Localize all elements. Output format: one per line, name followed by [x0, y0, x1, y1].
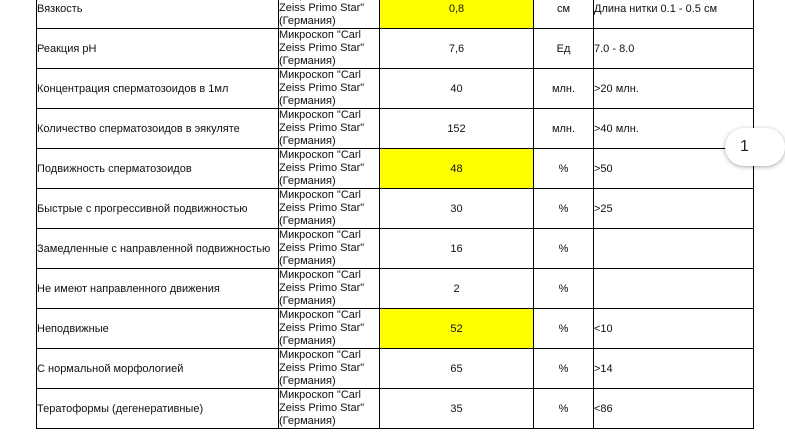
- method-cell: Микроскоп "Carl Zeiss Primo Star" (Германия): [279, 109, 380, 149]
- parameter-name-cell: Неподвижные: [37, 309, 279, 349]
- table-row: [37, 349, 754, 389]
- reference-range-cell: >40 млн.: [594, 109, 754, 149]
- result-value-cell: 48: [380, 149, 534, 189]
- method-cell: Микроскоп "Carl Zeiss Primo Star" (Германия): [279, 349, 380, 389]
- parameter-name-cell: Быстрые с прогрессивной подвижностью: [37, 189, 279, 229]
- parameter-name-cell: С нормальной морфологией: [37, 349, 279, 389]
- reference-range-cell: [594, 269, 754, 309]
- result-value-cell: 35: [380, 389, 534, 429]
- unit-cell: см: [534, 0, 594, 29]
- unit-cell: млн.: [534, 69, 594, 109]
- parameter-name-cell: Концентрация сперматозоидов в 1мл: [37, 69, 279, 109]
- unit-cell: %: [534, 189, 594, 229]
- reference-range-cell: >14: [594, 349, 754, 389]
- result-value-cell: 40: [380, 69, 534, 109]
- method-cell: Микроскоп "Carl Zeiss Primo Star" (Германия): [279, 389, 380, 429]
- result-value-cell: 2: [380, 269, 534, 309]
- table-row: [37, 0, 754, 29]
- table-row: [37, 229, 754, 269]
- unit-cell: млн.: [534, 109, 594, 149]
- table-row: [37, 189, 754, 229]
- parameter-name-cell: Реакция pH: [37, 29, 279, 69]
- method-cell: Микроскоп "Carl Zeiss Primo Star" (Германия): [279, 149, 380, 189]
- parameter-name-cell: Не имеют направленного движения: [37, 269, 279, 309]
- parameter-name-cell: Тератоформы (дегенеративные): [37, 389, 279, 429]
- table-row: [37, 109, 754, 149]
- result-value-cell: 30: [380, 189, 534, 229]
- reference-range-cell: >20 млн.: [594, 69, 754, 109]
- result-value-cell: 16: [380, 229, 534, 269]
- result-value-cell: 52: [380, 309, 534, 349]
- result-value-cell: 0,8: [380, 0, 534, 29]
- method-cell: Микроскоп "Carl Zeiss Primo Star" (Германия): [279, 269, 380, 309]
- reference-range-cell: 7.0 - 8.0: [594, 29, 754, 69]
- result-value-cell: 152: [380, 109, 534, 149]
- parameter-name-cell: Количество сперматозоидов в эякуляте: [37, 109, 279, 149]
- table-row: [37, 69, 754, 109]
- parameter-name-cell: Подвижность сперматозоидов: [37, 149, 279, 189]
- reference-range-cell: <86: [594, 389, 754, 429]
- method-cell: Микроскоп "Carl Zeiss Primo Star" (Германия): [279, 229, 380, 269]
- unit-cell: Ед: [534, 29, 594, 69]
- result-value-cell: 65: [380, 349, 534, 389]
- table-row: [37, 269, 754, 309]
- page-number-badge[interactable]: [725, 128, 785, 166]
- reference-range-cell: Длина нитки 0.1 - 0.5 см: [594, 0, 754, 29]
- page-number: 1: [740, 138, 749, 155]
- method-cell: Микроскоп "Carl Zeiss Primo Star" (Германия): [279, 189, 380, 229]
- result-value-cell: 7,6: [380, 29, 534, 69]
- table-body: [37, 0, 754, 429]
- unit-cell: %: [534, 309, 594, 349]
- method-cell: Микроскоп "Carl Zeiss Primo Star" (Германия): [279, 69, 380, 109]
- unit-cell: %: [534, 229, 594, 269]
- table-row: [37, 309, 754, 349]
- table-row: [37, 389, 754, 429]
- table-row: [37, 29, 754, 69]
- unit-cell: %: [534, 269, 594, 309]
- method-cell: Zeiss Primo Star" (Германия): [279, 0, 380, 29]
- unit-cell: %: [534, 389, 594, 429]
- unit-cell: %: [534, 349, 594, 389]
- reference-range-cell: >25: [594, 189, 754, 229]
- semen-analysis-table: [36, 0, 754, 429]
- reference-range-cell: [594, 229, 754, 269]
- reference-range-cell: >50: [594, 149, 754, 189]
- method-cell: Микроскоп "Carl Zeiss Primo Star" (Германия): [279, 309, 380, 349]
- table-row: [37, 149, 754, 189]
- parameter-name-cell: Вязкость: [37, 0, 279, 29]
- method-cell: Микроскоп "Carl Zeiss Primo Star" (Германия): [279, 29, 380, 69]
- reference-range-cell: <10: [594, 309, 754, 349]
- parameter-name-cell: Замедленные с направленной подвижностью: [37, 229, 279, 269]
- unit-cell: %: [534, 149, 594, 189]
